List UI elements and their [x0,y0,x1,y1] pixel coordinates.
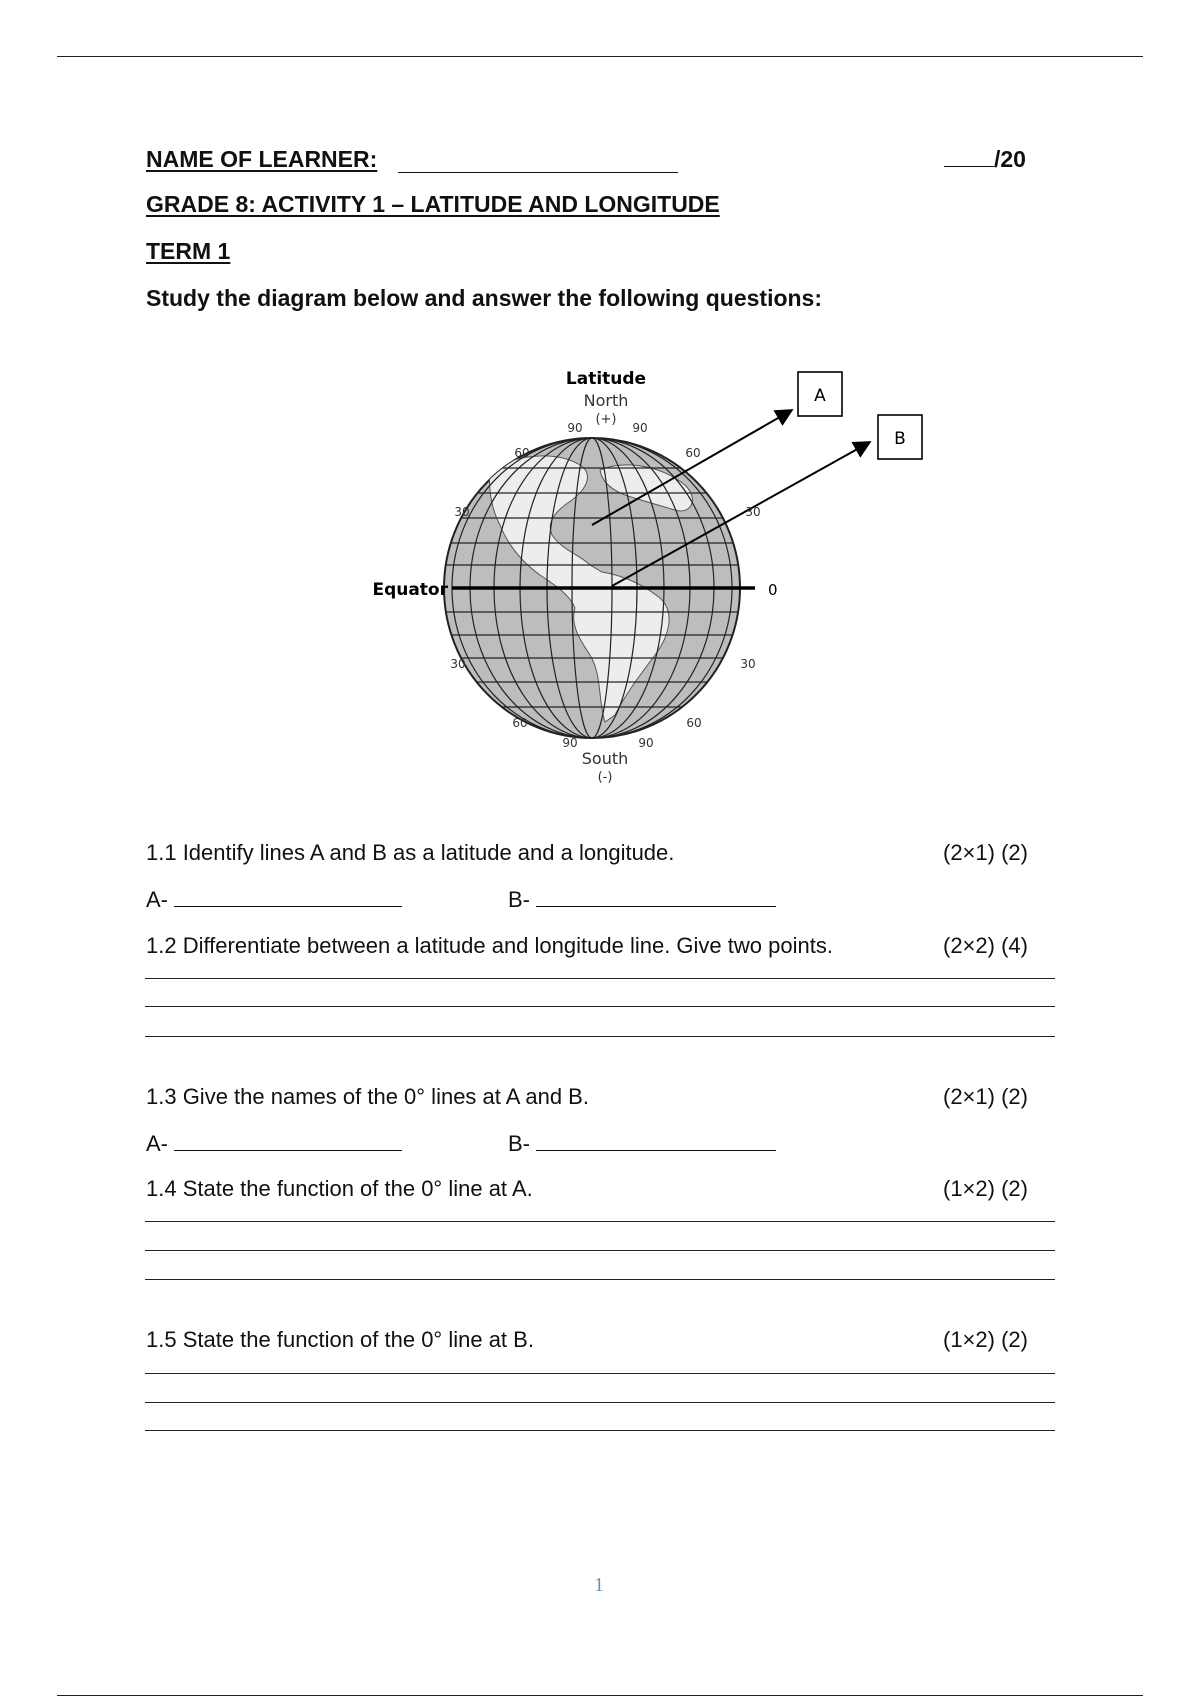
bottom-rule [57,1695,1143,1696]
south-label: South [581,749,629,768]
deg-90-se: 90 [638,736,654,750]
south-sign: (-) [597,770,613,785]
answer-line-1-4-3[interactable] [145,1279,1055,1280]
answer-line-1-2-3[interactable] [145,1036,1055,1037]
north-sign: (+) [595,412,617,427]
deg-90-ne: 90 [632,421,648,435]
answer-field-1-3-a[interactable] [174,1134,402,1151]
question-1-3: 1.3 Give the names of the 0° lines at A and B. [146,1084,589,1109]
deg-30-se: 30 [740,657,756,671]
score-total: /20 [944,146,1026,173]
top-rule [57,56,1143,57]
answer-line-1-4-1[interactable] [145,1221,1055,1222]
deg-60-nw: 60 [514,446,530,460]
label-b: B [894,429,906,449]
marks-1-4: (1×2) (2) [943,1176,1028,1201]
question-1-4: 1.4 State the function of the 0° line at A. [146,1176,533,1201]
marks-1-2: (2×2) (4) [943,933,1028,958]
activity-title: GRADE 8: ACTIVITY 1 – LATITUDE AND LONGITUDE [146,191,720,217]
marks-1-3: (2×1) (2) [943,1084,1028,1109]
answer-line-1-2-2[interactable] [145,1006,1055,1007]
answer-line-1-2-1[interactable] [145,978,1055,979]
deg-30-sw: 30 [450,657,466,671]
score-field[interactable] [944,166,994,167]
equator-label: Equator [372,580,448,600]
answer-1-1-a: A- [146,887,402,913]
answer-line-1-5-3[interactable] [145,1430,1055,1431]
deg-30-nw: 30 [454,505,470,519]
deg-60-sw: 60 [512,716,528,730]
term-label: TERM 1 [146,238,231,264]
diagram-title: Latitude [565,369,647,389]
answer-1-1-b: B- [508,887,776,913]
question-1-2: 1.2 Differentiate between a latitude and longitude line. Give two points. [146,933,833,958]
label-a: A [814,386,826,406]
answer-1-3-b: B- [508,1131,776,1157]
page-number: 1 [594,1574,604,1596]
deg-90-sw: 90 [562,736,578,750]
marks-1-1: (2×1) (2) [943,840,1028,865]
answer-field-1-3-b[interactable] [536,1134,776,1151]
answer-field-1-1-b[interactable] [536,890,776,907]
answer-line-1-5-2[interactable] [145,1402,1055,1403]
answer-1-3-a: A- [146,1131,402,1157]
north-label: North [583,391,629,410]
zero-label: 0 [768,581,778,599]
name-field[interactable] [398,172,678,173]
deg-90-nw: 90 [567,421,583,435]
answer-line-1-5-1[interactable] [145,1373,1055,1374]
name-label: NAME OF LEARNER: [146,146,378,172]
answer-field-1-1-a[interactable] [174,890,402,907]
deg-60-ne: 60 [685,446,701,460]
globe-figure [340,350,940,800]
latitude-diagram [340,350,940,805]
marks-1-5: (1×2) (2) [943,1327,1028,1352]
answer-line-1-4-2[interactable] [145,1250,1055,1251]
deg-60-se: 60 [686,716,702,730]
question-1-5: 1.5 State the function of the 0° line at B. [146,1327,534,1352]
question-1-1: 1.1 Identify lines A and B as a latitude and a longitude. [146,840,675,865]
deg-30-ne: 30 [745,505,761,519]
instruction: Study the diagram below and answer the following questions: [146,285,823,311]
